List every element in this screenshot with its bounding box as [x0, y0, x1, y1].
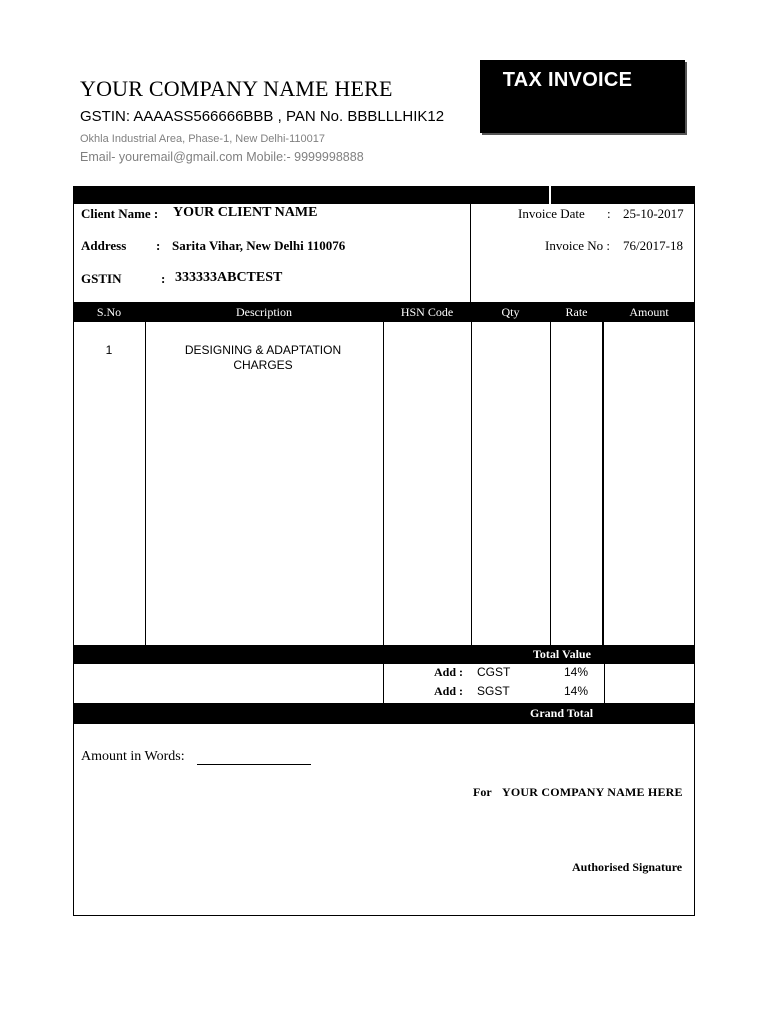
invoice-date-value: 25-10-2017: [623, 206, 684, 221]
company-name: YOUR COMPANY NAME HERE: [80, 76, 393, 101]
sgst-rate: 14%: [564, 684, 589, 698]
table-row: [73, 340, 695, 380]
client-address-value: Sarita Vihar, New Delhi 110076: [172, 238, 346, 253]
grand-total-bar: [73, 703, 695, 724]
grand-total-label: Grand Total: [530, 706, 594, 720]
row-sno: 1: [105, 343, 113, 357]
cgst-add-label: Add :: [434, 665, 464, 679]
total-value-label: Total Value: [533, 647, 591, 661]
client-gstin-colon: :: [161, 271, 166, 286]
company-address: Okhla Industrial Area, Phase-1, New Delhi-110017: [80, 133, 325, 145]
header-hsn-code: HSN Code: [400, 305, 454, 319]
top-bar-divider: [549, 186, 551, 204]
header-rate: Rate: [565, 305, 588, 319]
invoice-date-colon: :: [607, 206, 611, 221]
header-qty: Qty: [501, 305, 520, 319]
client-address-colon: :: [156, 238, 161, 253]
client-address-label: Address: [81, 238, 127, 253]
invoice-date-label: Invoice Date: [518, 206, 585, 221]
for-label: For: [473, 785, 492, 799]
tax-divider-left: [383, 664, 384, 703]
cgst-label: CGST: [477, 665, 511, 679]
client-gstin-label: GSTIN: [81, 271, 122, 286]
header-sno: S.No: [96, 305, 122, 319]
header-amount: Amount: [629, 305, 669, 319]
client-name-value: YOUR CLIENT NAME: [173, 205, 318, 220]
tax-invoice-banner: [480, 60, 685, 133]
company-contact: Email- youremail@gmail.com Mobile:- 9999998888: [80, 150, 364, 164]
cgst-rate: 14%: [564, 665, 589, 679]
tax-invoice-title: TAX INVOICE: [502, 69, 633, 91]
invoice-no-label: Invoice No :: [545, 238, 610, 253]
company-gstin-pan: GSTIN: AAAASS566666BBB , PAN No. BBBLLLHIK12: [80, 108, 445, 125]
row-description: DESIGNING & ADAPTATION CHARGES: [184, 343, 342, 372]
tax-divider-right: [604, 664, 605, 703]
client-name-label: Client Name :: [81, 206, 159, 221]
amount-in-words-label: Amount in Words:: [81, 749, 185, 764]
header-description: Description: [236, 305, 292, 319]
sgst-label: SGST: [477, 684, 510, 698]
authorised-signature: Authorised Signature: [572, 860, 683, 874]
for-company-name: YOUR COMPANY NAME HERE: [502, 785, 683, 799]
top-bar: [73, 186, 695, 204]
total-value-bar: [73, 645, 695, 664]
invoice-no-value: 76/2017-18: [623, 238, 683, 253]
amount-in-words-line[interactable]: [197, 764, 311, 765]
info-divider: [470, 204, 471, 302]
client-gstin-value: 333333ABCTEST: [175, 270, 283, 285]
sgst-add-label: Add :: [434, 684, 464, 698]
